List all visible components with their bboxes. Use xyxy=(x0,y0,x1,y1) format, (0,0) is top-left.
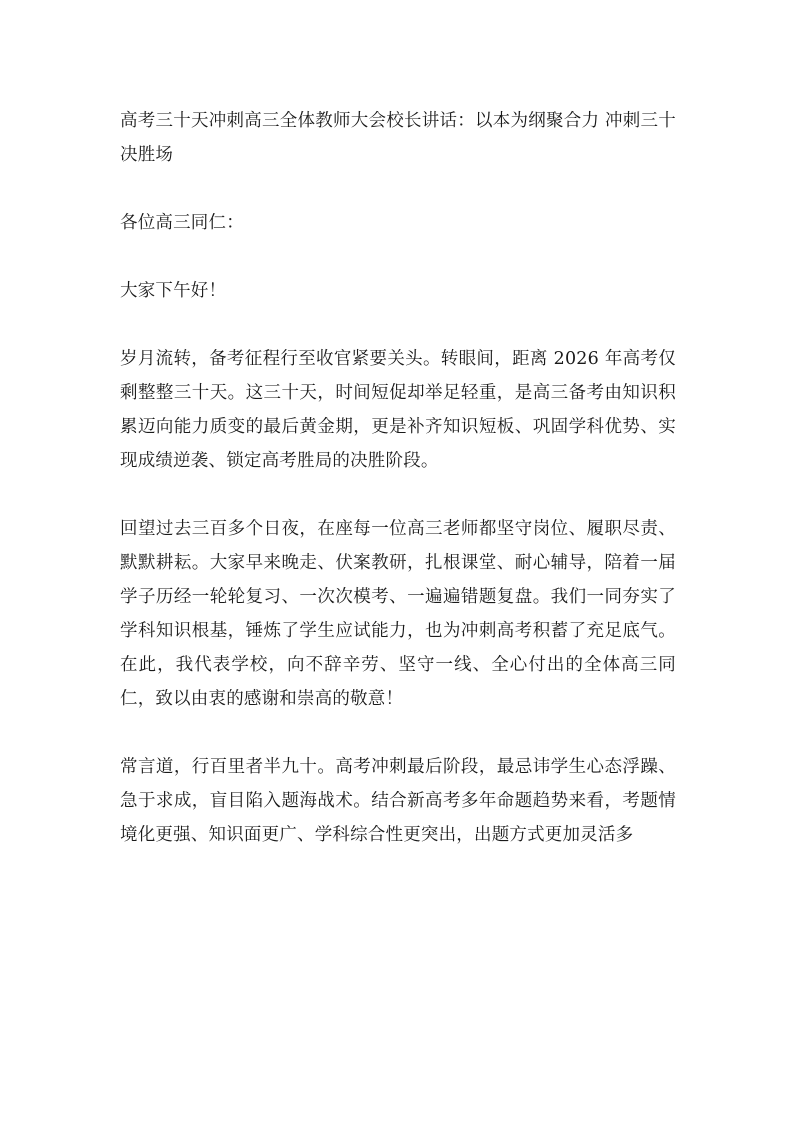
greeting: 大家下午好！ xyxy=(120,281,227,301)
paragraph-1: 岁月流转，备考征程行至收官紧要关头。转眼间，距离 2026 年高考仅剩整整三十天。这三十天，时间短促却举足轻重，是高三备考由知识积累迈向能力质变的最后黄金期，更是补齐知识短板、巩固学科优势、实现成绩逆袭、锁定高考胜局的决胜阶段。 xyxy=(120,349,676,471)
paragraph-3: 常言道，行百里者半九十。高考冲刺最后阶段，最忌讳学生心态浮躁、急于求成，盲目陷入题海战术。结合新高考多年命题趋势来看，考题情境化更强、知识面更广、学科综合性更突出，出题方式更加灵活多 xyxy=(120,757,676,845)
paragraph-2: 回望过去三百多个日夜，在座每一位高三老师都坚守岗位、履职尽责、默默耕耘。大家早来晚走、伏案教研，扎根课堂、耐心辅导，陪着一届学子历经一轮轮复习、一次次模考、一遍遍错题复盘。我们一同夯实了学科知识根基，锤炼了学生应试能力，也为冲刺高考积蓄了充足底气。在此，我代表学校，向不辞辛劳、坚守一线、全心付出的全体高三同仁，致以由衷的感谢和崇高的敬意！ xyxy=(120,519,676,709)
document-title: 高考三十天冲刺高三全体教师大会校长讲话：以本为纲聚合力 冲刺三十决胜场 xyxy=(120,111,676,165)
salutation: 各位高三同仁： xyxy=(120,213,244,233)
document-body xyxy=(120,104,676,886)
